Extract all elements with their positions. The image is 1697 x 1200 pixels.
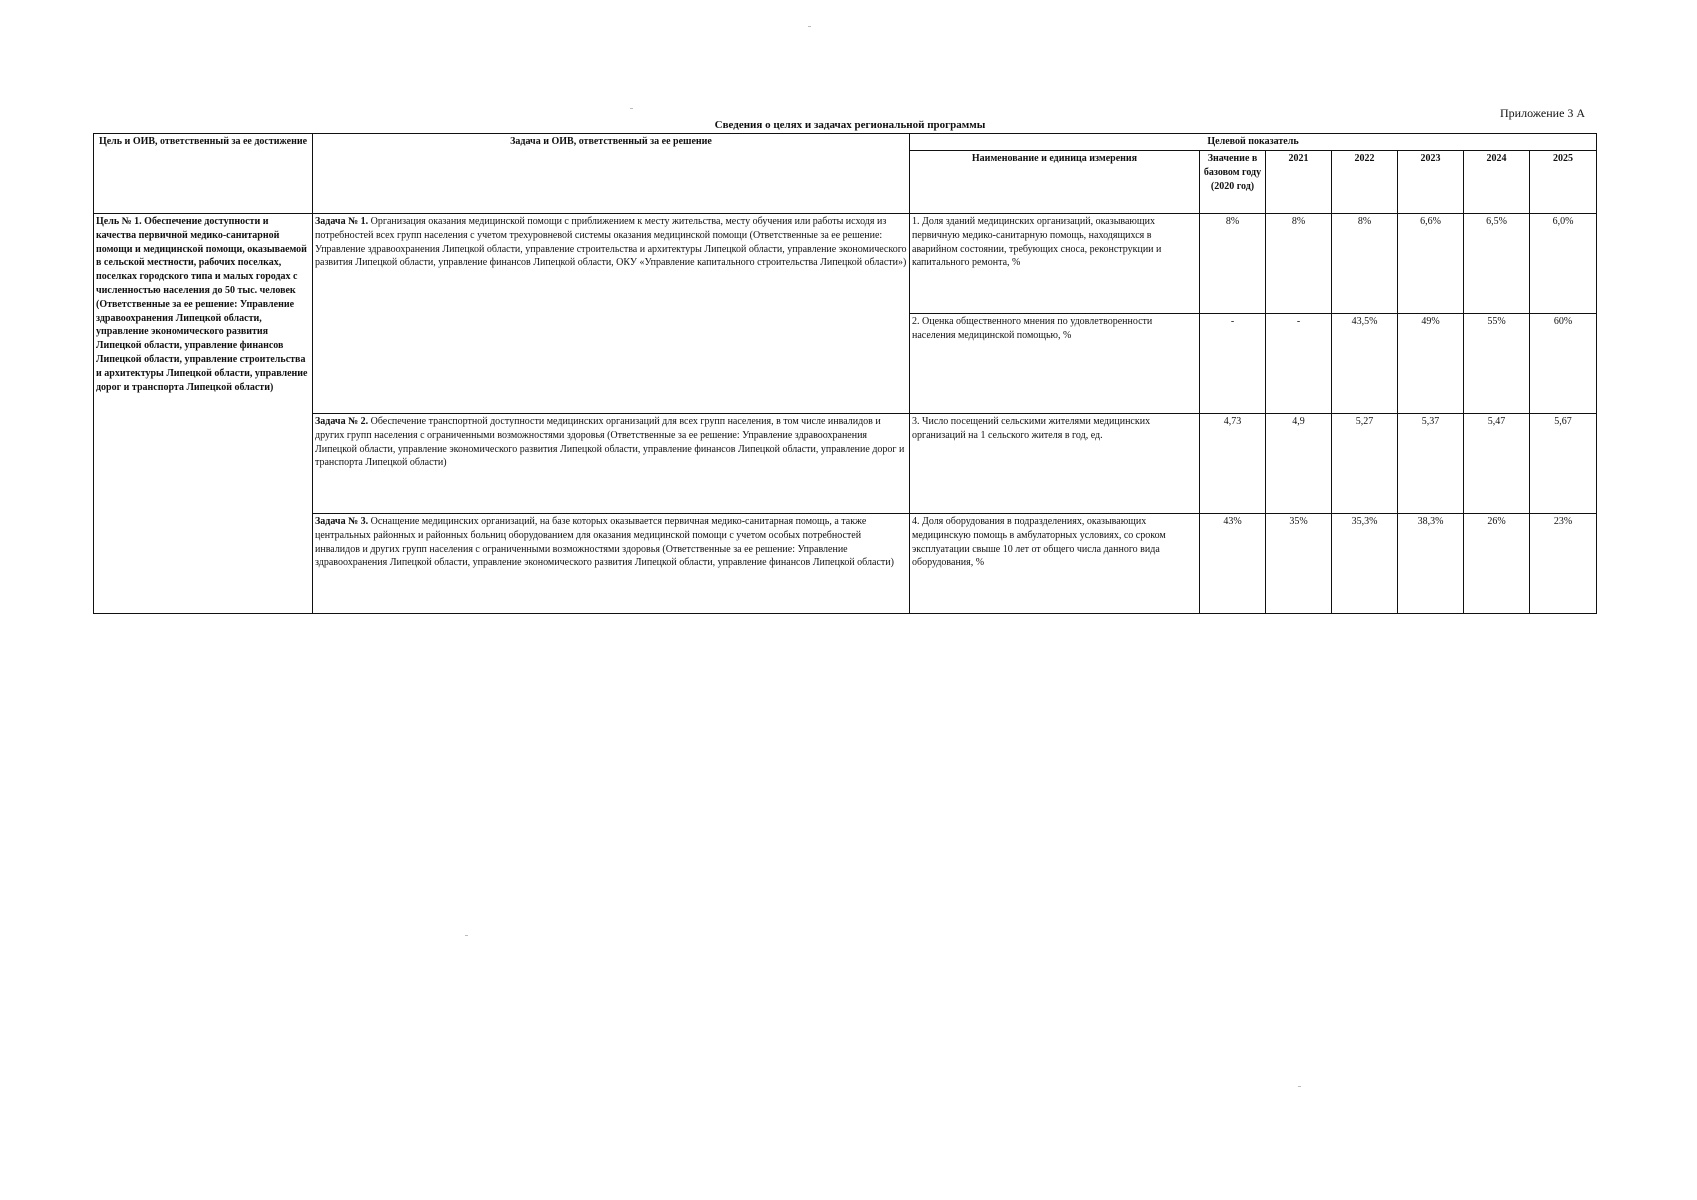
header-goal: Цель и ОИВ, ответственный за ее достижение — [94, 134, 313, 214]
indicator-value: 6,6% — [1398, 214, 1464, 314]
indicator-value: 60% — [1530, 314, 1597, 414]
appendix-label: Приложение 3 А — [1500, 106, 1586, 120]
header-year: 2025 — [1530, 151, 1597, 214]
indicator-value: 55% — [1464, 314, 1530, 414]
task-cell — [313, 214, 910, 414]
indicator-value: 23% — [1530, 514, 1597, 614]
indicator-name: 4. Доля оборудования в подразделениях, оказывающих медицинскую помощь в амбулаторных условиях, со сроком эксплуатации свыше 10 лет от общего числа данного вида оборудования, % — [910, 514, 1200, 614]
indicator-base: 4,73 — [1200, 414, 1266, 514]
scan-speck — [1298, 1086, 1301, 1087]
indicator-base: - — [1200, 314, 1266, 414]
task-cell — [313, 414, 910, 514]
header-base-value: Значение в базовом году (2020 год) — [1200, 151, 1266, 214]
scan-speck — [630, 108, 633, 109]
indicator-value: 6,5% — [1464, 214, 1530, 314]
indicator-value: 6,0% — [1530, 214, 1597, 314]
indicator-value: 4,9 — [1266, 414, 1332, 514]
header-target-indicator: Целевой показатель — [910, 134, 1597, 151]
header-task: Задача и ОИВ, ответственный за ее решение — [313, 134, 910, 214]
scan-speck — [465, 935, 468, 936]
task-number: Задача № 1. — [315, 216, 369, 227]
indicator-value: 5,37 — [1398, 414, 1464, 514]
task-cell — [313, 514, 910, 614]
task-number: Задача № 2. — [315, 416, 369, 427]
indicator-name: 3. Число посещений сельскими жителями медицинских организаций на 1 сельского жителя в год, ед. — [910, 414, 1200, 514]
task-text: Организация оказания медицинской помощи с приближением к месту жительства, месту обучения или работы исходя из потребностей всех групп населения с учетом трехуровневой системы оказания медицинской помощи (Ответственные за ее решение: Управление здравоохранения Липецкой области, управление строительства и архитектуры Липецкой области, управление экономического развития Липецкой области, управление финансов Липецкой области, ОКУ «Управление капитального строительства Липецкой области») — [315, 216, 907, 269]
header-year: 2023 — [1398, 151, 1464, 214]
header-year: 2024 — [1464, 151, 1530, 214]
table-row — [94, 214, 1597, 314]
task-text: Обеспечение транспортной доступности медицинских организаций для всех групп населения, в том числе инвалидов и других групп населения с ограниченными возможностями здоровья (Ответственные за ее решение: Управление здравоохранения Липецкой области, управление экономического развития Липецкой области, управление финансов Липецкой области, управление дорог и транспорта Липецкой области) — [315, 416, 905, 469]
indicator-base: 43% — [1200, 514, 1266, 614]
indicator-value: 43,5% — [1332, 314, 1398, 414]
document-title: Сведения о целях и задачах региональной программы — [714, 119, 986, 131]
indicator-value: 5,67 — [1530, 414, 1597, 514]
indicator-value: 8% — [1266, 214, 1332, 314]
indicator-value: 5,47 — [1464, 414, 1530, 514]
header-year: 2022 — [1332, 151, 1398, 214]
indicator-name: 2. Оценка общественного мнения по удовлетворенности населения медицинской помощью, % — [910, 314, 1200, 414]
indicator-value: - — [1266, 314, 1332, 414]
indicator-value: 5,27 — [1332, 414, 1398, 514]
indicator-value: 35,3% — [1332, 514, 1398, 614]
indicator-value: 38,3% — [1398, 514, 1464, 614]
table-row — [94, 414, 1597, 514]
indicator-value: 8% — [1332, 214, 1398, 314]
task-text: Оснащение медицинских организаций, на базе которых оказывается первичная медико-санитарная помощь, а также центральных районных и районных больниц оборудованием для оказания медицинской помощи с учетом особых потребностей инвалидов и других групп населения с ограниченными возможностями здоровья (Ответственные за ее решение: Управление здравоохранения Липецкой области, управление экономического развития Липецкой области, управление финансов Липецкой области) — [315, 516, 894, 569]
indicator-value: 35% — [1266, 514, 1332, 614]
indicator-name: 1. Доля зданий медицинских организаций, оказывающих первичную медико-санитарную помощь, находящихся в аварийном состоянии, требующих сноса, реконструкции и капитального ремонта, % — [910, 214, 1200, 314]
goal-cell: Цель № 1. Обеспечение доступности и качества первичной медико-санитарной помощи и медицинской помощи, оказываемой в сельской местности, рабочих поселках, поселках городского типа и малых городах с численностью населения до 50 тыс. человек (Ответственные за ее решение: Управление здравоохранения Липецкой области, управление экономического развития Липецкой области, управление финансов Липецкой области, управление строительства и архитектуры Липецкой области, управление дорог и транспорта Липецкой области) — [94, 214, 313, 614]
task-number: Задача № 3. — [315, 516, 369, 527]
header-name-unit: Наименование и единица измерения — [910, 151, 1200, 214]
indicator-value: 49% — [1398, 314, 1464, 414]
indicator-value: 26% — [1464, 514, 1530, 614]
indicator-base: 8% — [1200, 214, 1266, 314]
scan-speck — [808, 26, 811, 27]
header-year: 2021 — [1266, 151, 1332, 214]
goals-tasks-table — [93, 133, 1597, 614]
table-row — [94, 514, 1597, 614]
